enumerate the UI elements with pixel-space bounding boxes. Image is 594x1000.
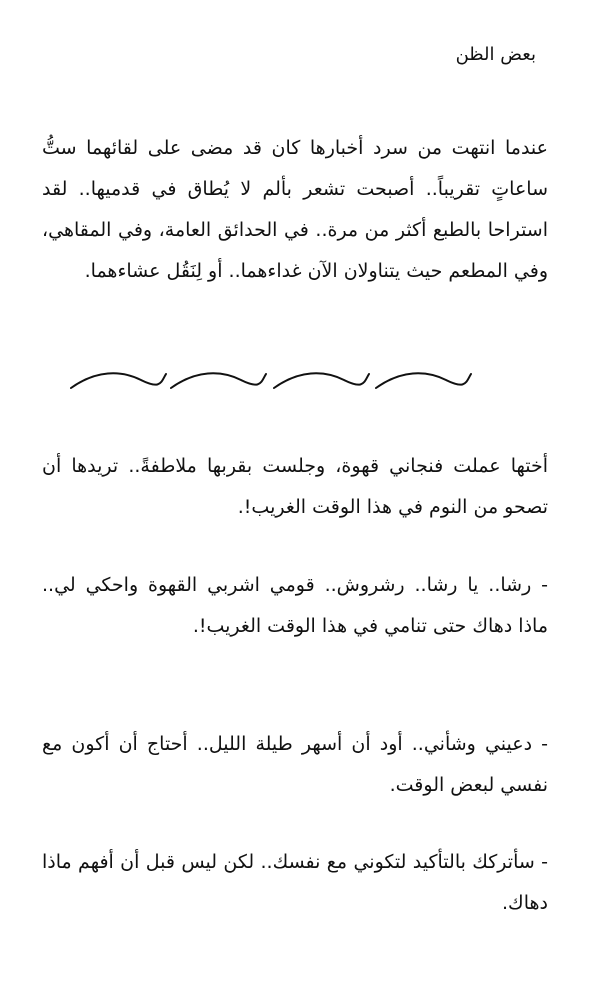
wave-segment (71, 373, 166, 388)
wave-segment (376, 373, 471, 388)
paragraph-1: عندما انتهت من سرد أخبارها كان قد مضى على لقائهما ستُّ ساعاتٍ تقريباً.. أصبحت تشعر بألم لا يُطاق في قدميها.. لقد استراحا بالطبع أكثر من مرة.. في الحدائق العامة، وفي المقاهي، وفي المطعم حيث يتناولان الآن غداءهما.. أو لِنَقُل عشاءهما. (42, 137, 548, 282)
dialogue-line-2: - دعيني وشأني.. أود أن أسهر طيلة الليل.. أحتاج أن أكون مع نفسي لبعض الوقت. (42, 733, 548, 796)
wave-separator-ornament (66, 360, 476, 396)
dialogue-line-3: - سأتركك بالتأكيد لتكوني مع نفسك.. لكن ليس قبل أن أفهم ماذا دهاك. (42, 851, 548, 914)
wave-segment (171, 373, 266, 388)
wave-segment (274, 373, 369, 388)
paragraph-2: أختها عملت فنجاني قهوة، وجلست بقربها ملاطفةً.. تريدها أن تصحو من النوم في هذا الوقت الغريب!. (42, 455, 548, 518)
chapter-title: بعض الظن (455, 44, 536, 65)
dialogue-line-1: - رشا.. يا رشا.. رشروش.. قومي اشربي القهوة واحكي لي.. ماذا دهاك حتى تنامي في هذا الوقت الغريب!. (42, 574, 548, 637)
